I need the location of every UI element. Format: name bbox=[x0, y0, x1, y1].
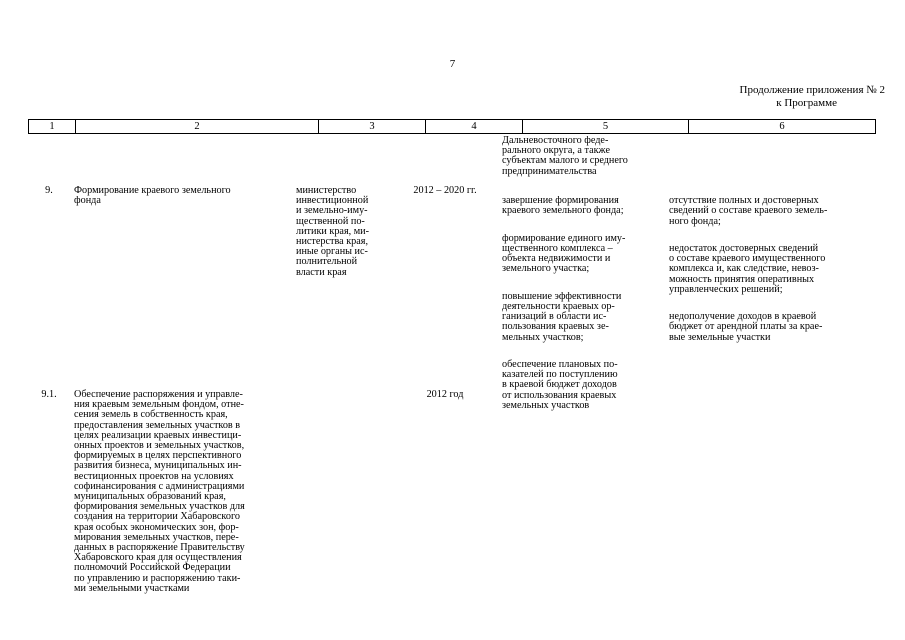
column-number-5: 5 bbox=[523, 120, 689, 133]
appendix-note bbox=[690, 84, 885, 110]
column-number-6: 6 bbox=[779, 121, 785, 132]
appendix-line-2: к Программе bbox=[776, 97, 837, 109]
row-executor: министерство инвестиционной и земельно-иму- щественной по- литики края, ми- нистерства края, иные органы ис- полнительной власти края bbox=[296, 185, 370, 278]
row-name: Формирование краевого земельного фонда bbox=[74, 185, 231, 207]
column-number-2: 2 bbox=[76, 120, 319, 133]
column-number-4: 4 bbox=[426, 120, 523, 133]
appendix-line-1: Продолжение приложения № 2 bbox=[739, 84, 885, 96]
row-number: 9. bbox=[45, 185, 53, 196]
consequence-item: отсутствие полных и достоверных сведений о составе краевого земель- ного фонда; bbox=[669, 195, 828, 227]
row-period: 2012 – 2020 гг. bbox=[413, 185, 477, 196]
row-period: 2012 год bbox=[426, 389, 464, 400]
result-item: повышение эффективности деятельности краевых ор- ганизаций в области ис- пользования краевых зе- мельных участков; bbox=[502, 290, 622, 343]
result-item: завершение формирования краевого земельного фонда; bbox=[502, 195, 624, 217]
row-consequences bbox=[669, 186, 875, 353]
row-name: Обеспечение распоряжения и управле- ния краевым земельным фондом, отне- сения земель в собственность края, предоставления земельных участков в целях реализации краевых инвестици- онных проектов и земельных участков, формируемых в целях перспективного развития бизнеса, муниципальных ин- вестиционных проектов на условиях софинансирования с администрациями муниципальных образований края, формирования земельных участков для создания на территории Хабаровского края особых экономических зон, фор- мирования земельных участков, пере- данных в распоряжение Правительству Хабаровского края для осуществления полномочий Российской Федерации по управлению и распоряжению таки- ми земельными участками bbox=[74, 389, 245, 594]
column-number-header bbox=[28, 119, 876, 134]
row-results bbox=[502, 186, 667, 421]
result-item: обеспечение плановых по- казателей по поступлению в краевой бюджет доходов от использования краевых земельных участков bbox=[502, 359, 618, 411]
consequence-item: недостаток достоверных сведений о составе краевого имущественного комплекса и, как следствие, невоз- можность принятия оперативных управленческих решений; bbox=[669, 243, 826, 295]
result-item: формирование единого иму- щественного комплекса – объекта недвижимости и земельного участка; bbox=[502, 232, 626, 275]
row-number: 9.1. bbox=[41, 389, 57, 400]
page-number: 7 bbox=[449, 58, 456, 70]
consequence-item: недополучение доходов в краевой бюджет от арендной платы за крае- вые земельные участки bbox=[669, 311, 823, 343]
column-number-3: 3 bbox=[319, 120, 426, 133]
column-number-1: 1 bbox=[29, 120, 76, 133]
continuation-text: Дальневосточного феде- рального округа, а также субъектам малого и среднего предпринимательства bbox=[502, 135, 628, 177]
